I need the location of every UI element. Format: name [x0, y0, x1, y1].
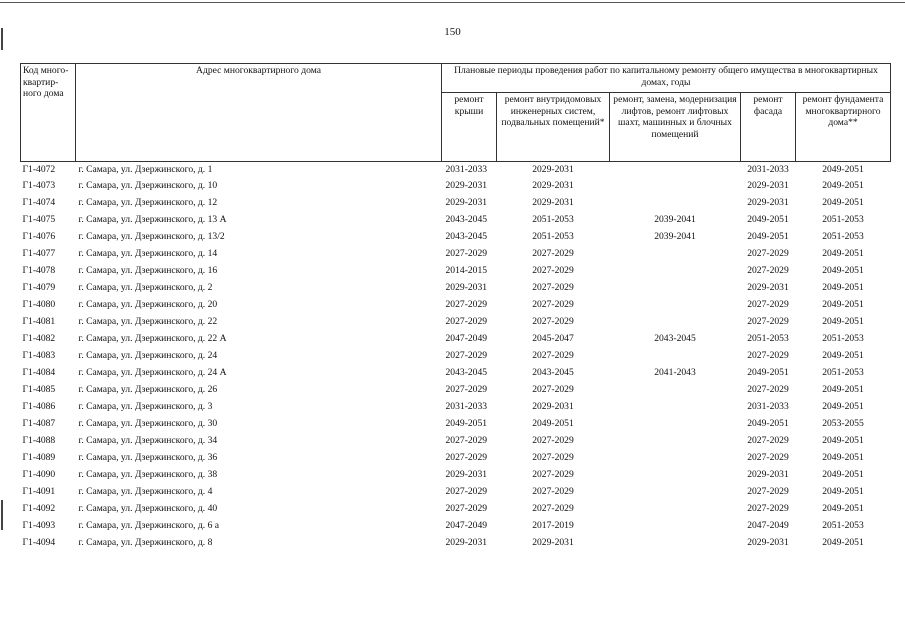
cell-address: г. Самара, ул. Дзержинского, д. 38	[78, 469, 218, 480]
cell-elevators	[610, 432, 741, 449]
cell-roof: 2014-2015	[445, 265, 488, 276]
cell-facade: 2027-2029	[747, 486, 789, 497]
cell-facade: 2049-2051	[747, 418, 789, 429]
cell-foundation: 2049-2051	[822, 265, 864, 276]
cell-elevators	[610, 347, 741, 364]
table-row	[21, 313, 891, 330]
cell-systems: 2027-2029	[532, 316, 574, 327]
cell-roof: 2029-2031	[445, 282, 488, 293]
cell-systems: 2027-2029	[532, 435, 574, 446]
cell-code: Г1-4091	[22, 486, 56, 497]
cell-elevators	[610, 313, 741, 330]
table-row	[21, 211, 891, 228]
cell-foundation: 2049-2051	[822, 503, 864, 514]
cell-address: г. Самара, ул. Дзержинского, д. 6 а	[78, 520, 220, 531]
cell-address: г. Самара, ул. Дзержинского, д. 4	[78, 486, 213, 497]
cell-foundation: 2049-2051	[822, 384, 864, 395]
cell-address: г. Самара, ул. Дзержинского, д. 20	[78, 299, 218, 310]
cell-facade: 2027-2029	[747, 503, 789, 514]
cell-elevators	[610, 500, 741, 517]
cell-code: Г1-4073	[22, 180, 56, 191]
cell-roof: 2043-2045	[445, 367, 488, 378]
table-row	[21, 347, 891, 364]
cell-foundation: 2049-2051	[822, 350, 864, 361]
cell-code: Г1-4087	[22, 418, 56, 429]
cell-address: г. Самара, ул. Дзержинского, д. 40	[78, 503, 218, 514]
cell-systems: 2043-2045	[532, 367, 574, 378]
cell-systems: 2027-2029	[532, 299, 574, 310]
header-elevators: ремонт, замена, модернизация лифтов, ремонт лифтовых шахт, машинных и блочных помещений	[610, 93, 741, 162]
cell-facade: 2027-2029	[747, 452, 789, 463]
cell-systems: 2051-2053	[532, 214, 574, 225]
cell-code: Г1-4086	[22, 401, 56, 412]
cell-address: г. Самара, ул. Дзержинского, д. 2	[78, 282, 213, 293]
table-row	[21, 245, 891, 262]
table-row	[21, 162, 891, 178]
cell-roof: 2029-2031	[445, 469, 488, 480]
repair-schedule-table	[20, 63, 891, 551]
cell-elevators	[610, 415, 741, 432]
cell-roof: 2027-2029	[445, 486, 488, 497]
cell-roof: 2047-2049	[445, 333, 488, 344]
cell-foundation: 2049-2051	[822, 537, 864, 548]
cell-facade: 2031-2033	[747, 401, 789, 412]
cell-roof: 2027-2029	[445, 299, 488, 310]
cell-elevators	[610, 162, 741, 178]
table-body	[21, 162, 891, 552]
cell-code: Г1-4078	[22, 265, 56, 276]
cell-facade: 2031-2033	[747, 163, 789, 175]
cell-systems: 2027-2029	[532, 350, 574, 361]
cell-facade: 2027-2029	[747, 350, 789, 361]
cell-foundation: 2051-2053	[822, 214, 864, 225]
cell-elevators	[610, 262, 741, 279]
cell-address: г. Самара, ул. Дзержинского, д. 14	[78, 248, 218, 259]
table-row	[21, 296, 891, 313]
cell-address: г. Самара, ул. Дзержинского, д. 34	[78, 435, 218, 446]
cell-roof: 2031-2033	[445, 163, 488, 175]
cell-roof: 2029-2031	[445, 180, 488, 191]
cell-address: г. Самара, ул. Дзержинского, д. 12	[78, 197, 218, 208]
cell-code: Г1-4084	[22, 367, 56, 378]
cell-facade: 2029-2031	[747, 282, 789, 293]
cell-roof: 2027-2029	[445, 316, 488, 327]
cell-systems: 2045-2047	[532, 333, 574, 344]
header-systems: ремонт внутридомовых инженерных систем, подвальных помещений*	[497, 93, 610, 162]
table-row	[21, 381, 891, 398]
cell-facade: 2027-2029	[747, 299, 789, 310]
cell-address: г. Самара, ул. Дзержинского, д. 22 А	[78, 333, 227, 344]
cell-systems: 2051-2053	[532, 231, 574, 242]
cell-address: г. Самара, ул. Дзержинского, д. 24	[78, 350, 218, 361]
table-row	[21, 177, 891, 194]
cell-roof: 2027-2029	[445, 248, 488, 259]
cell-foundation: 2049-2051	[822, 435, 864, 446]
page-top-rule	[0, 2, 905, 3]
cell-code: Г1-4077	[22, 248, 56, 259]
cell-facade: 2049-2051	[747, 367, 789, 378]
table-row	[21, 228, 891, 245]
cell-systems: 2027-2029	[532, 452, 574, 463]
cell-code: Г1-4079	[22, 282, 56, 293]
table-row	[21, 483, 891, 500]
cell-foundation: 2049-2051	[822, 452, 864, 463]
cell-address: г. Самара, ул. Дзержинского, д. 16	[78, 265, 218, 276]
cell-systems: 2027-2029	[532, 384, 574, 395]
cell-elevators	[610, 449, 741, 466]
cell-address: г. Самара, ул. Дзержинского, д. 24 А	[78, 367, 227, 378]
table-row	[21, 432, 891, 449]
cell-foundation: 2051-2053	[822, 367, 864, 378]
cell-foundation: 2049-2051	[822, 248, 864, 259]
cell-systems: 2027-2029	[532, 265, 574, 276]
cell-code: Г1-4072	[22, 163, 56, 175]
cell-facade: 2029-2031	[747, 197, 789, 208]
cell-systems: 2029-2031	[532, 537, 574, 548]
cell-foundation: 2049-2051	[822, 486, 864, 497]
cell-facade: 2029-2031	[747, 537, 789, 548]
cell-elevators	[610, 279, 741, 296]
cell-roof: 2043-2045	[445, 231, 488, 242]
cell-address: г. Самара, ул. Дзержинского, д. 26	[78, 384, 218, 395]
cell-systems: 2049-2051	[532, 418, 574, 429]
table-row	[21, 262, 891, 279]
cell-facade: 2027-2029	[747, 384, 789, 395]
table-header	[21, 64, 891, 162]
cell-facade: 2029-2031	[747, 180, 789, 191]
cell-foundation: 2049-2051	[822, 180, 864, 191]
cell-facade: 2029-2031	[747, 469, 789, 480]
table-row	[21, 279, 891, 296]
header-facade: ремонт фасада	[741, 93, 796, 162]
cell-foundation: 2053-2055	[822, 418, 864, 429]
cell-systems: 2029-2031	[532, 180, 574, 191]
table-row	[21, 364, 891, 381]
cell-roof: 2027-2029	[445, 350, 488, 361]
cell-elevators	[610, 517, 741, 534]
cell-elevators	[610, 398, 741, 415]
cell-elevators: 2039-2041	[654, 231, 696, 242]
cell-foundation: 2051-2053	[822, 231, 864, 242]
cell-facade: 2049-2051	[747, 214, 789, 225]
cell-code: Г1-4082	[22, 333, 56, 344]
cell-address: г. Самара, ул. Дзержинского, д. 36	[78, 452, 218, 463]
table-row	[21, 330, 891, 347]
cell-code: Г1-4085	[22, 384, 56, 395]
cell-roof: 2027-2029	[445, 435, 488, 446]
cell-elevators	[610, 466, 741, 483]
cell-elevators	[610, 483, 741, 500]
table-row	[21, 194, 891, 211]
table-row	[21, 449, 891, 466]
cell-roof: 2043-2045	[445, 214, 488, 225]
table-row	[21, 398, 891, 415]
cell-code: Г1-4090	[22, 469, 56, 480]
cell-elevators	[610, 296, 741, 313]
cell-code: Г1-4074	[22, 197, 56, 208]
header-address: Адрес многоквартирного дома	[76, 64, 442, 162]
table-row	[21, 500, 891, 517]
cell-elevators	[610, 177, 741, 194]
cell-code: Г1-4094	[22, 537, 56, 548]
cell-code: Г1-4093	[22, 520, 56, 531]
cell-foundation: 2049-2051	[822, 469, 864, 480]
cell-roof: 2027-2029	[445, 452, 488, 463]
cell-address: г. Самара, ул. Дзержинского, д. 1	[78, 163, 213, 175]
cell-systems: 2027-2029	[532, 282, 574, 293]
cell-systems: 2029-2031	[532, 163, 574, 175]
cell-foundation: 2051-2053	[822, 333, 864, 344]
cell-code: Г1-4081	[22, 316, 56, 327]
cell-elevators: 2043-2045	[654, 333, 696, 344]
cell-facade: 2027-2029	[747, 265, 789, 276]
cell-address: г. Самара, ул. Дзержинского, д. 8	[78, 537, 213, 548]
cell-address: г. Самара, ул. Дзержинского, д. 13 А	[78, 214, 227, 225]
cell-roof: 2031-2033	[445, 401, 488, 412]
cell-elevators	[610, 534, 741, 551]
cell-roof: 2027-2029	[445, 384, 488, 395]
table-row	[21, 466, 891, 483]
cell-systems: 2029-2031	[532, 401, 574, 412]
header-foundation: ремонт фундамента многоквартирного дома**	[796, 93, 891, 162]
table-row	[21, 415, 891, 432]
cell-elevators	[610, 194, 741, 211]
cell-address: г. Самара, ул. Дзержинского, д. 30	[78, 418, 218, 429]
cell-code: Г1-4083	[22, 350, 56, 361]
cell-roof: 2047-2049	[445, 520, 488, 531]
header-code: Код много-квартир-ного дома	[21, 64, 76, 162]
cell-elevators: 2041-2043	[654, 367, 696, 378]
table-row	[21, 534, 891, 551]
cell-facade: 2051-2053	[747, 333, 789, 344]
cell-facade: 2049-2051	[747, 231, 789, 242]
cell-systems: 2027-2029	[532, 469, 574, 480]
cell-address: г. Самара, ул. Дзержинского, д. 10	[78, 180, 218, 191]
cell-foundation: 2049-2051	[822, 197, 864, 208]
cell-systems: 2027-2029	[532, 248, 574, 259]
header-roof: ремонт крыши	[442, 93, 497, 162]
cell-address: г. Самара, ул. Дзержинского, д. 13/2	[78, 231, 225, 242]
cell-address: г. Самара, ул. Дзержинского, д. 3	[78, 401, 213, 412]
cell-systems: 2027-2029	[532, 486, 574, 497]
header-periods: Плановые периоды проведения работ по капитальному ремонту общего имущества в многоквартирных домах, годы	[442, 64, 891, 93]
cell-code: Г1-4076	[22, 231, 56, 242]
cell-facade: 2027-2029	[747, 316, 789, 327]
cell-code: Г1-4089	[22, 452, 56, 463]
page-number: 150	[444, 26, 461, 38]
cell-elevators: 2039-2041	[654, 214, 696, 225]
cell-foundation: 2049-2051	[822, 401, 864, 412]
cell-address: г. Самара, ул. Дзержинского, д. 22	[78, 316, 218, 327]
table-row	[21, 517, 891, 534]
cell-roof: 2027-2029	[445, 503, 488, 514]
cell-foundation: 2049-2051	[822, 163, 864, 175]
cell-elevators	[610, 381, 741, 398]
cell-facade: 2027-2029	[747, 435, 789, 446]
cell-foundation: 2049-2051	[822, 282, 864, 293]
cell-roof: 2049-2051	[445, 418, 488, 429]
cell-facade: 2027-2029	[747, 248, 789, 259]
cell-code: Г1-4092	[22, 503, 56, 514]
cell-roof: 2029-2031	[445, 537, 488, 548]
cell-code: Г1-4080	[22, 299, 56, 310]
scan-margin-mark	[1, 500, 3, 530]
cell-elevators	[610, 245, 741, 262]
cell-roof: 2029-2031	[445, 197, 488, 208]
cell-foundation: 2049-2051	[822, 299, 864, 310]
cell-foundation: 2051-2053	[822, 520, 864, 531]
cell-code: Г1-4088	[22, 435, 56, 446]
cell-systems: 2017-2019	[532, 520, 574, 531]
cell-systems: 2029-2031	[532, 197, 574, 208]
cell-foundation: 2049-2051	[822, 316, 864, 327]
cell-code: Г1-4075	[22, 214, 56, 225]
cell-facade: 2047-2049	[747, 520, 789, 531]
cell-systems: 2027-2029	[532, 503, 574, 514]
